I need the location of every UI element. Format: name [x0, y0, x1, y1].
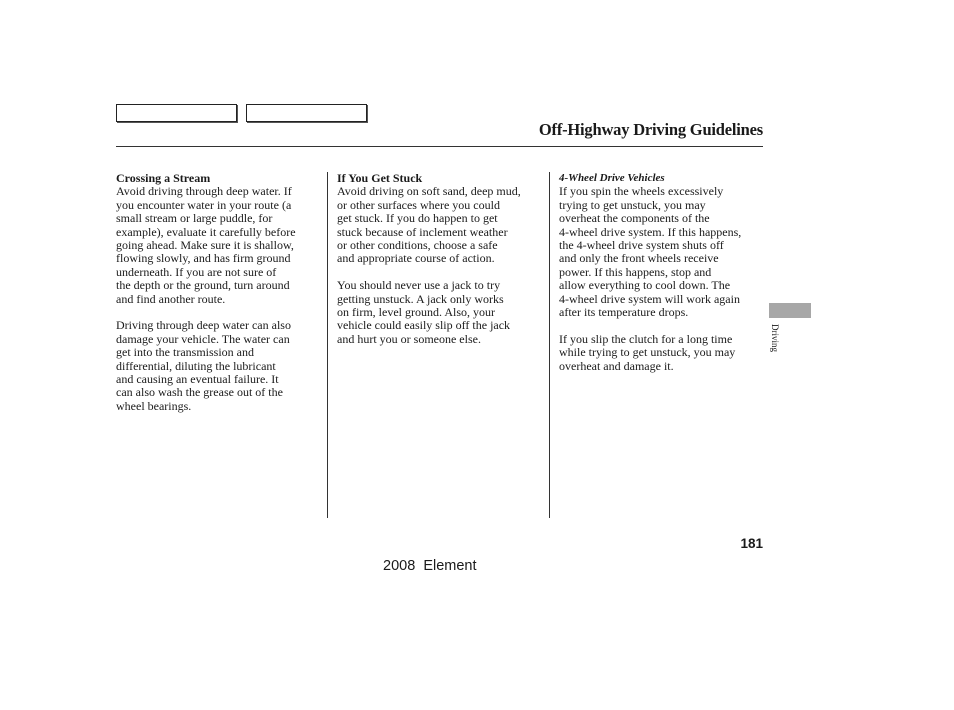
page-title: Off-Highway Driving Guidelines: [538, 120, 763, 139]
paragraph: Avoid driving on soft sand, deep mud, or other surfaces where you could get stuck. If you do happen to get stuck because of inclement weather or other conditions, choose a safe and appropriate course of action.: [337, 184, 521, 266]
section-heading: If You Get Stuck: [337, 171, 423, 185]
section-heading: Crossing a Stream: [116, 171, 211, 185]
paragraph: If you spin the wheels excessively trying to get unstuck, you may overheat the components of the 4-wheel drive system. If this happens, the 4-wheel drive system shuts off and only the front wheels receive power. If this happens, stop and allow everything to cool down. The 4-wheel drive system will work again after its temperature drops.: [559, 184, 742, 320]
column-divider: [549, 172, 550, 518]
title-rule: [116, 146, 763, 147]
column-divider: [327, 172, 328, 518]
paragraph: Avoid driving through deep water. If you encounter water in your route (a small stream or large puddle, for example), evaluate it carefully before going ahead. Make sure it is shallow, flowing slowly, and has firm ground underneath. If you are not sure of the depth or the ground, turn around and find another route.: [116, 184, 296, 306]
column-crossing-stream: [116, 172, 324, 427]
paragraph: If you slip the clutch for a long time while trying to get unstuck, you may overheat and damage it.: [559, 331, 736, 373]
paragraph: You should never use a jack to try getting unstuck. A jack only works on firm, level ground. Also, your vehicle could easily slip off the jack and hurt you or someone else.: [337, 278, 511, 346]
page-number: 181: [740, 536, 763, 551]
section-tab-label: Driving: [770, 324, 780, 352]
footer-model: 2008 Element: [383, 558, 477, 574]
section-tab[interactable]: [769, 303, 811, 318]
column-if-stuck: [337, 172, 547, 360]
column-4wd-vehicles: [559, 172, 767, 386]
section-heading: 4-Wheel Drive Vehicles: [559, 172, 665, 184]
paragraph: Driving through deep water can also damage your vehicle. The water can get into the transmission and differential, diluting the lubricant and causing an eventual failure. It can also wash the grease out of the wheel bearings.: [116, 318, 291, 413]
nav-button-index[interactable]: [246, 104, 367, 122]
nav-button-main-menu[interactable]: [116, 104, 237, 122]
